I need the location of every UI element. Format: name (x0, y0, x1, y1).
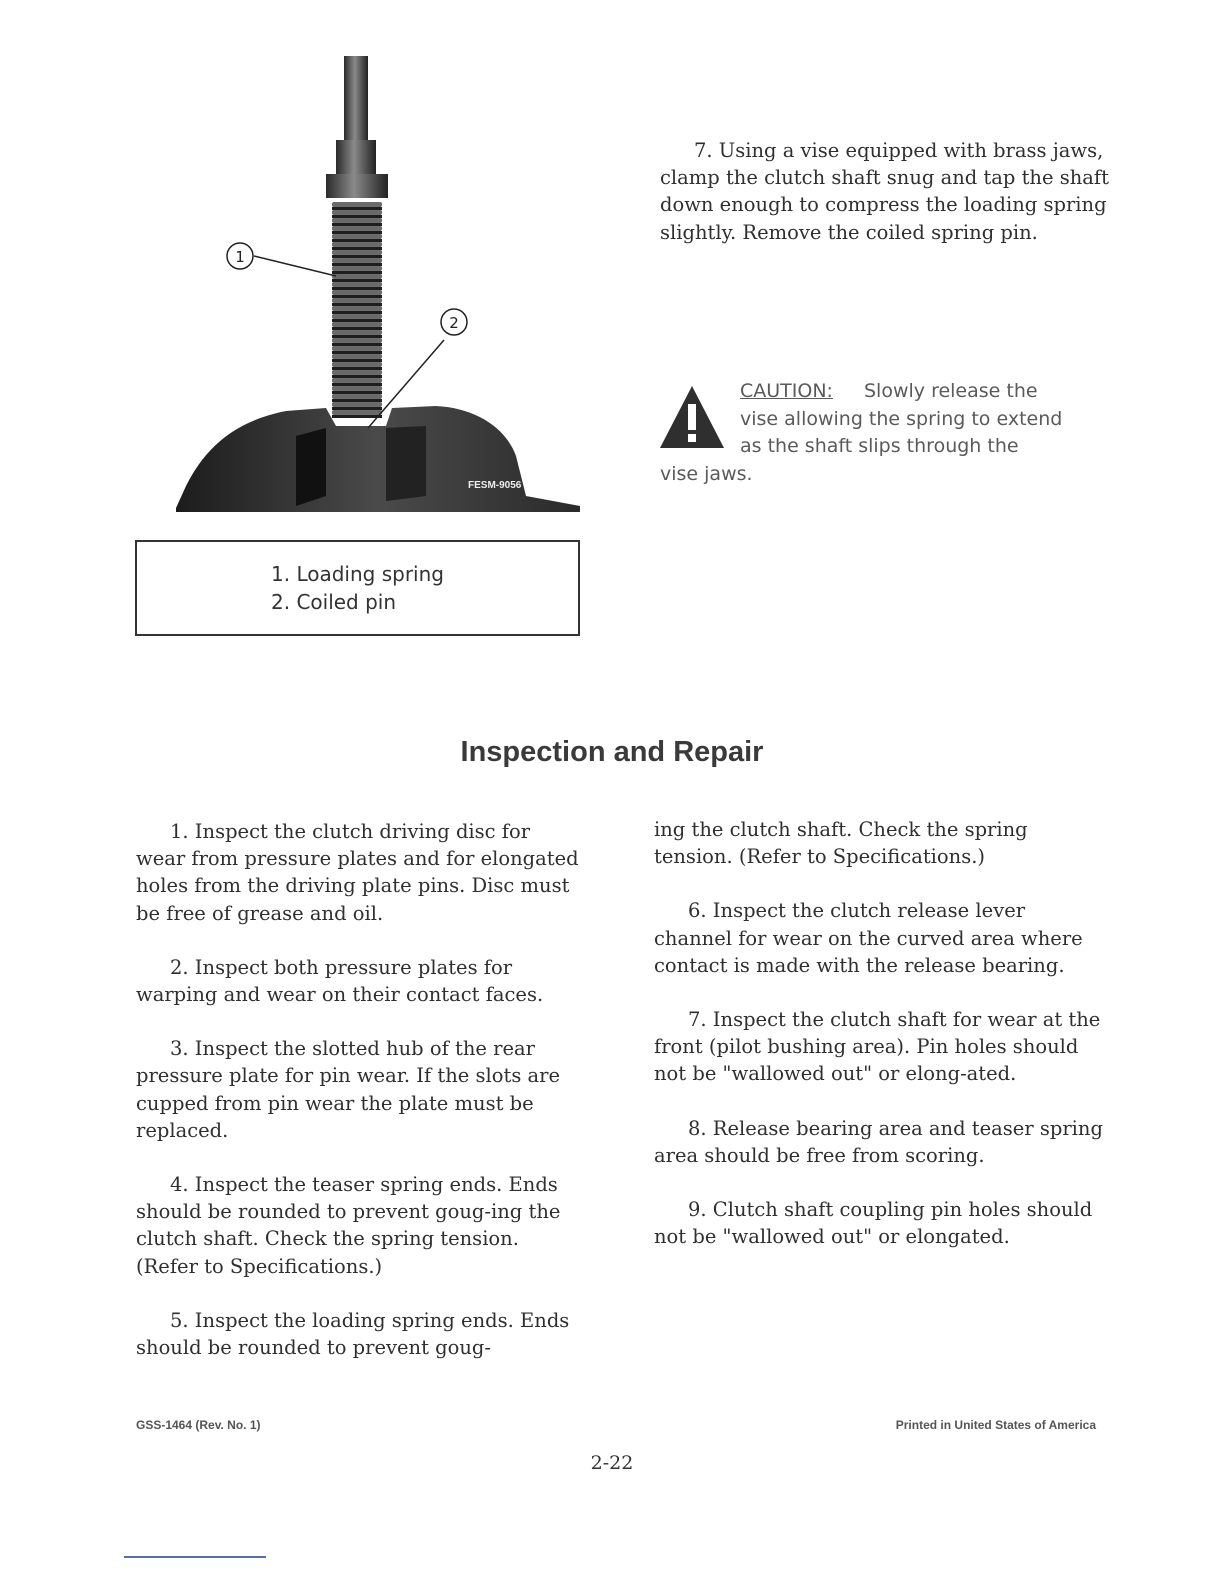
bottom-rule (124, 1556, 266, 1558)
caution-line-4: vise jaws. (660, 463, 753, 485)
spring-coil (332, 306, 382, 311)
inspection-item-7: 7. Inspect the clutch shaft for wear at the front (pilot bushing area). Pin holes should not be "wallowed out" or elong-ated. (654, 1008, 1101, 1086)
collar-washer (326, 174, 388, 198)
shaft (344, 56, 368, 146)
spring-coil-shadow (332, 231, 382, 234)
inspection-item-2: 2. Inspect both pressure plates for warping and wear on their contact faces. (136, 955, 544, 1007)
spring-coil-shadow (332, 287, 382, 290)
spring-coil-shadow (332, 407, 382, 410)
spring-coil (332, 394, 382, 399)
spring-coil (332, 298, 382, 303)
spring-coil-shadow (332, 343, 382, 346)
caution-line-1: Slowly release the (864, 380, 1038, 402)
inspection-item-1: 1. Inspect the clutch driving disc for wear from pressure plates and for elongated holes from the driving plate pins. Disc must be free of grease and oil. (136, 820, 579, 925)
removal-step-7: 7. Using a vise equipped with brass jaws, clamp the clutch shaft snug and tap the shaft down enough to compress the loading spring slightly. Remove the coiled spring pin. (660, 139, 1109, 244)
inspection-item-3: 3. Inspect the slotted hub of the rear pressure plate for pin wear. If the slots are cupped from pin wear the plate must be replaced. (136, 1037, 561, 1142)
spring-coil-shadow (332, 295, 382, 298)
spring-coil (332, 290, 382, 295)
spring-coil (332, 282, 382, 287)
spring-coil-shadow (332, 263, 382, 266)
spring-coil-shadow (332, 255, 382, 258)
inspection-item-4: 4. Inspect the teaser spring ends. Ends should be rounded to prevent goug-ing the clutch shaft. Check the spring tension. (Refer to Specifications.) (136, 1173, 561, 1278)
spring-coil (332, 410, 382, 415)
spring-coil (332, 370, 382, 375)
clutch-shaft-figure (176, 56, 582, 512)
spring-coil-shadow (332, 415, 382, 418)
warning-triangle-icon (658, 384, 726, 450)
collar-top (336, 140, 376, 174)
inspection-right-column (654, 816, 1104, 1277)
spring-coil-shadow (332, 311, 382, 314)
spring-coil-shadow (332, 351, 382, 354)
spring-coil (332, 386, 382, 391)
caution-line-3: as the shaft slips through the (740, 435, 1019, 457)
spring-coil (332, 250, 382, 255)
print-notice: Printed in United States of America (895, 1418, 1096, 1432)
spring-coil (332, 202, 382, 207)
section-heading: Inspection and Repair (460, 736, 764, 768)
spring-coil-shadow (332, 383, 382, 386)
inspection-item-6: 6. Inspect the clutch release lever channel for wear on the curved area where contact is made with the release bearing. (654, 899, 1083, 977)
document-code: GSS-1464 (Rev. No. 1) (136, 1418, 261, 1432)
callout-2: 2 (449, 314, 459, 332)
page-number: 2-22 (590, 1452, 634, 1474)
inspection-item-9: 9. Clutch shaft coupling pin holes should not be "wallowed out" or elongated. (654, 1198, 1093, 1249)
spring-coil (332, 242, 382, 247)
spring-coil-shadow (332, 319, 382, 322)
callout-1: 1 (235, 248, 245, 266)
spring-coil (332, 330, 382, 335)
inspection-item-8: 8. Release bearing area and teaser spring area should be free from scoring. (654, 1116, 1103, 1167)
spring-coil (332, 354, 382, 359)
loading-spring (332, 202, 382, 418)
spring-coil (332, 338, 382, 343)
spring-coil (332, 210, 382, 215)
spring-coil-shadow (332, 223, 382, 226)
spring-coil (332, 314, 382, 319)
caution-line-2: vise allowing the spring to extend (740, 408, 1063, 430)
spring-coil-shadow (332, 207, 382, 210)
spring-coil-shadow (332, 375, 382, 378)
spring-coil-shadow (332, 391, 382, 394)
spring-coil-shadow (332, 399, 382, 402)
spring-coil (332, 258, 382, 263)
spring-coil-shadow (332, 271, 382, 274)
spring-coil (332, 402, 382, 407)
spring-coil (332, 322, 382, 327)
figure-caption-box (135, 540, 580, 636)
spring-coil (332, 226, 382, 231)
spring-coil-shadow (332, 303, 382, 306)
caption-item-1: 1. Loading spring (271, 562, 444, 586)
spring-coil-shadow (332, 239, 382, 242)
spring-coil (332, 266, 382, 271)
inspection-item-5: 5. Inspect the loading spring ends. Ends should be rounded to prevent goug- (136, 1308, 570, 1360)
spring-coil-shadow (332, 279, 382, 282)
spring-coil-shadow (332, 367, 382, 370)
spring-coil (332, 218, 382, 223)
spring-coil-shadow (332, 215, 382, 218)
spring-coil-shadow (332, 247, 382, 250)
figure-code: FESM-9056 (468, 480, 522, 491)
spring-coil (332, 234, 382, 239)
spring-coil (332, 346, 382, 351)
spring-coil (332, 274, 382, 279)
spring-coil (332, 362, 382, 367)
caution-title: CAUTION: (740, 380, 833, 402)
spring-coil-shadow (332, 327, 382, 330)
spring-coil-shadow (332, 335, 382, 338)
inspection-left-column (136, 818, 581, 1388)
vise-base (176, 406, 580, 512)
spring-coil-shadow (332, 359, 382, 362)
spring-coil (332, 378, 382, 383)
caption-item-2: 2. Coiled pin (271, 590, 397, 614)
inspection-item-5-continued: ing the clutch shaft. Check the spring tension. (Refer to Specifications.) (654, 818, 1028, 869)
